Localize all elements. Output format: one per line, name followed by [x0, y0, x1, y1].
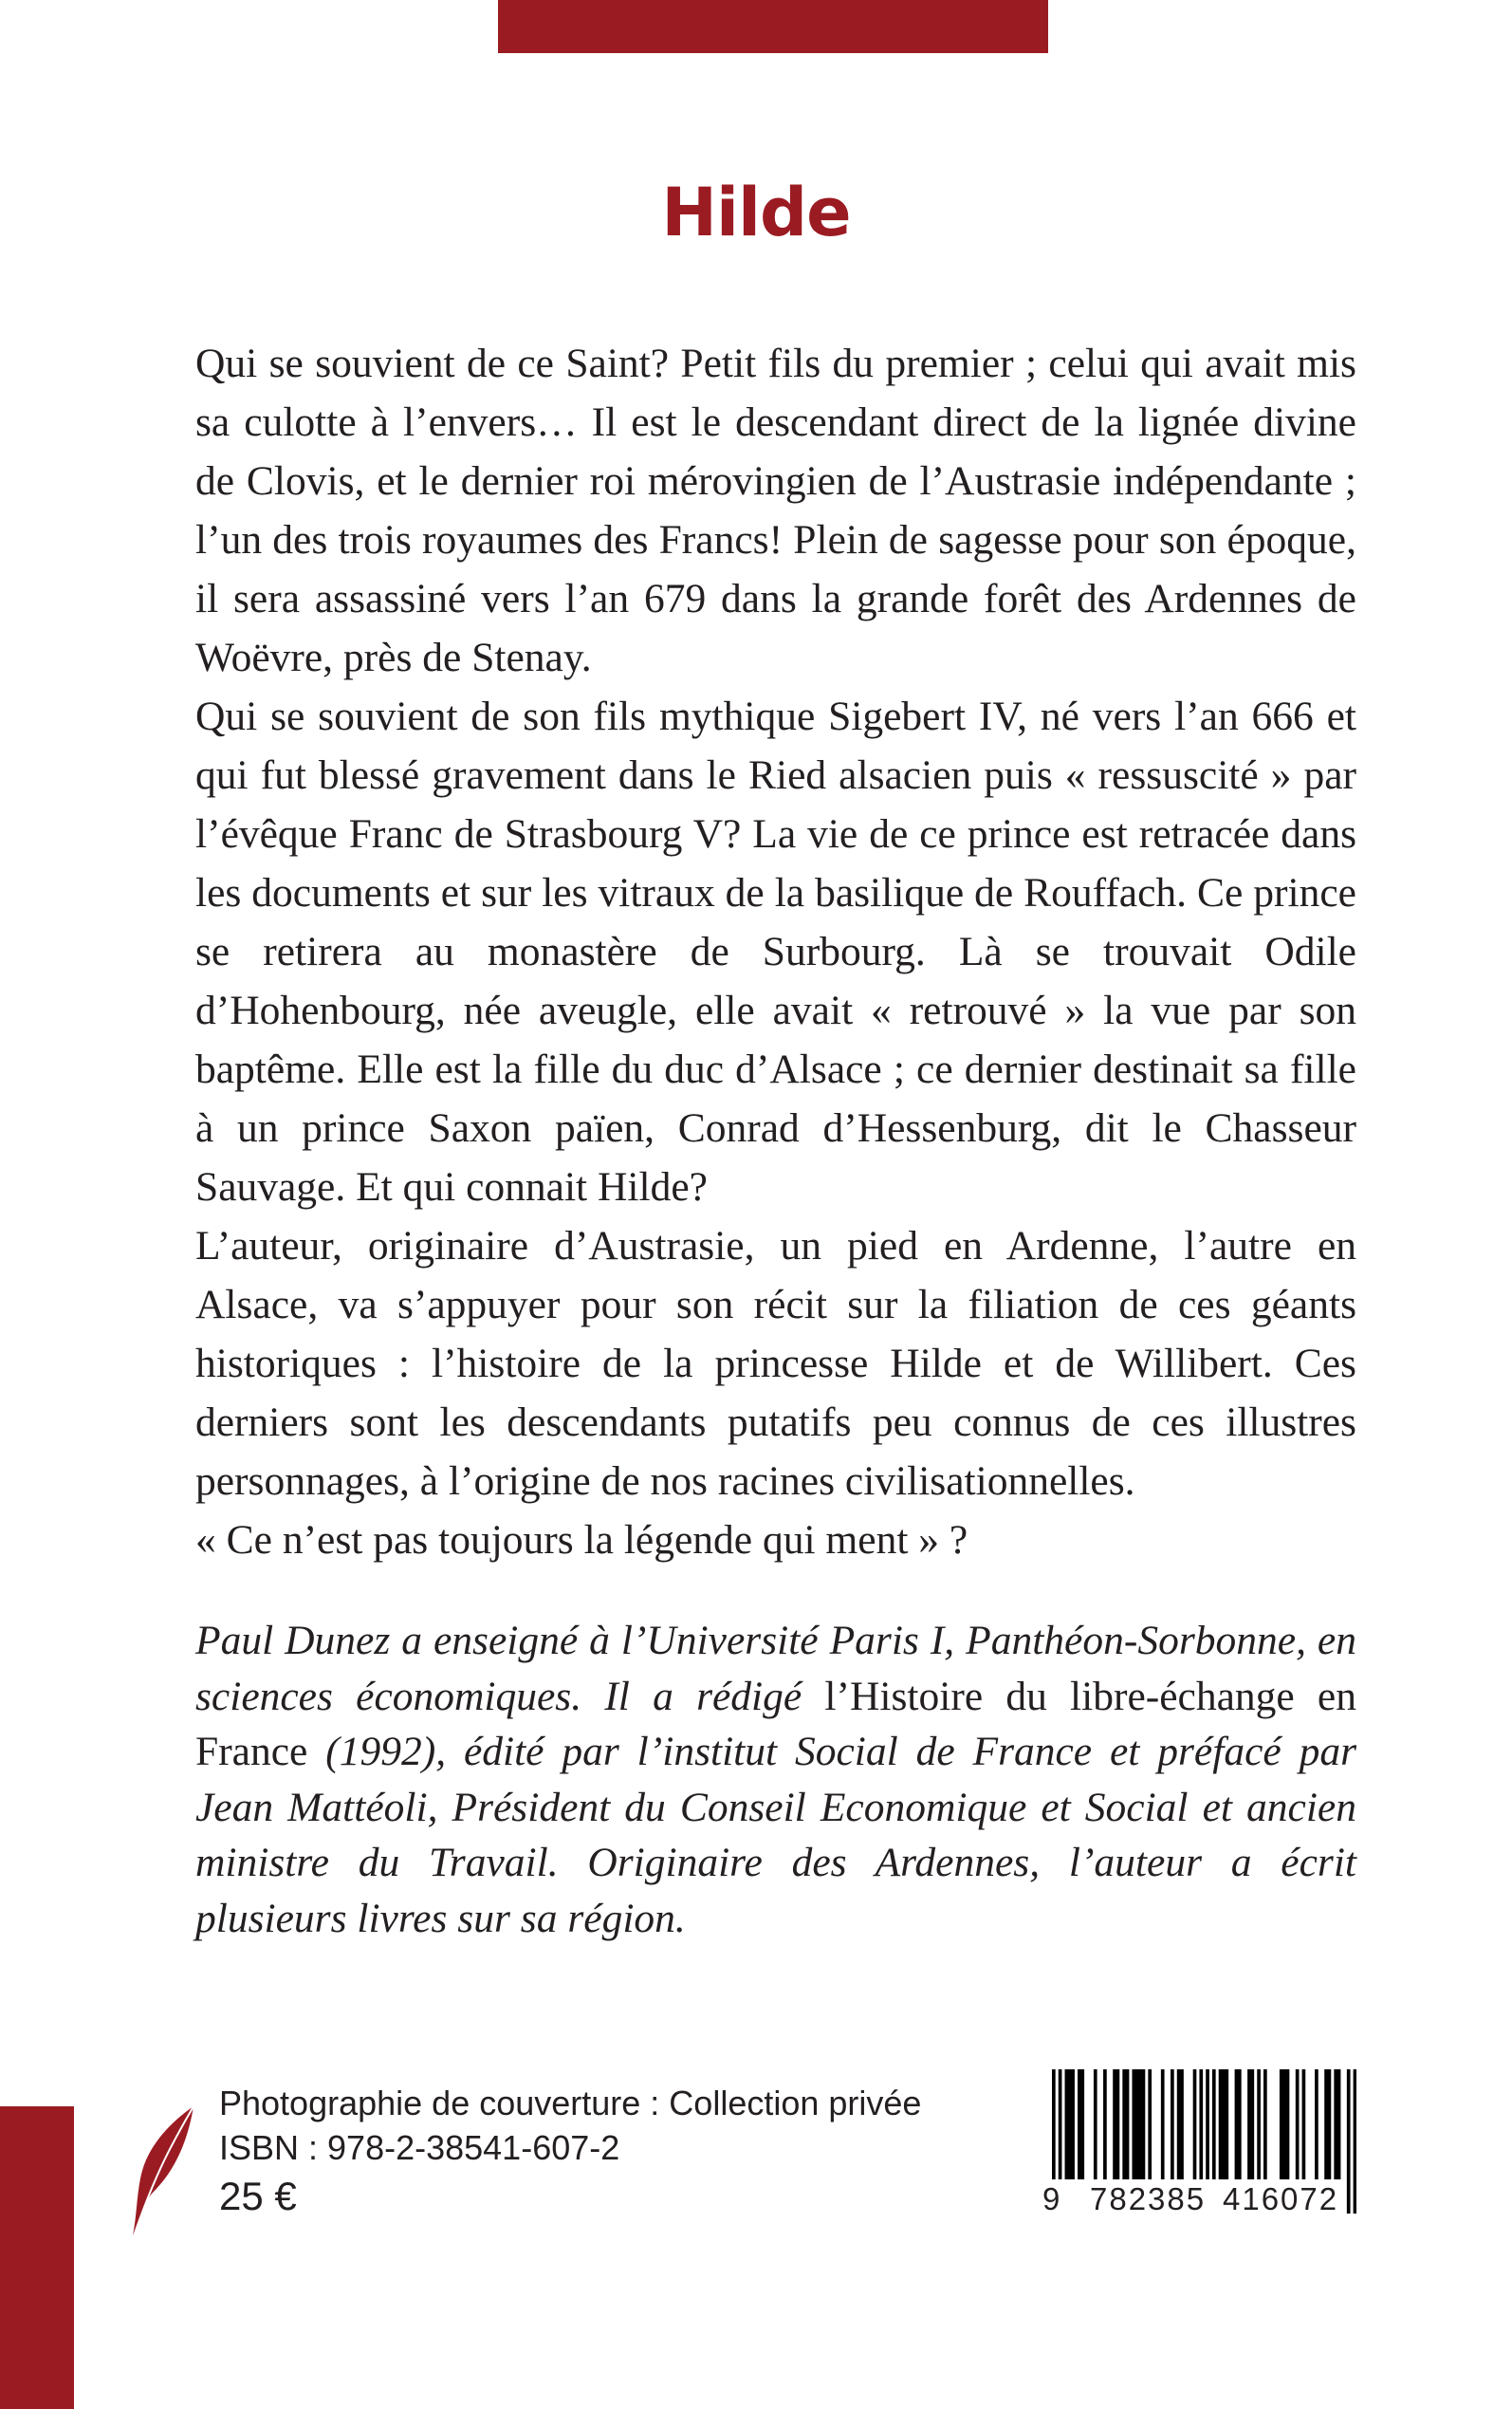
barcode-bar — [1116, 2069, 1120, 2179]
barcode-right-group: 416072 — [1219, 2179, 1342, 2219]
barcode-bar — [1068, 2069, 1072, 2179]
barcode-bar — [1282, 2069, 1286, 2179]
book-title: Hilde — [661, 174, 851, 251]
barcode-bar — [1103, 2069, 1107, 2179]
quill-feather-icon — [131, 2104, 195, 2237]
barcode-bar — [1286, 2069, 1290, 2179]
barcode-bar — [1235, 2069, 1239, 2179]
author-bio — [195, 1613, 1356, 1946]
credits-block — [219, 2081, 978, 2223]
barcode-bar — [1247, 2069, 1251, 2179]
barcode-bar — [1263, 2069, 1267, 2179]
barcode-first-digit: 9 — [1039, 2179, 1063, 2219]
top-accent-bar — [498, 0, 1048, 53]
barcode-bar — [1071, 2069, 1075, 2179]
barcode-bar — [1177, 2069, 1181, 2179]
barcode-bar — [1324, 2069, 1328, 2179]
summary-paragraph-4: « Ce n’est pas toujours la légende qui ment » ? — [195, 1517, 968, 1563]
barcode-bar — [1094, 2069, 1097, 2179]
barcode-bar — [1296, 2069, 1300, 2179]
barcode-bar — [1225, 2069, 1228, 2179]
barcode-bar — [1193, 2069, 1197, 2179]
barcode-left-group: 782385 — [1086, 2179, 1209, 2219]
author-bio-part-1: Paul Dunez a enseigné à l’Université Paris I, Panthéon-Sorbonne, en sciences économiques. Il a rédigé — [195, 1618, 1356, 1719]
barcode-bar — [1080, 2069, 1084, 2179]
summary-paragraph-2: Qui se souvient de son fils mythique Sigebert IV, né vers l’an 666 et qui fut blessé gravement dans le Ried alsacien puis « ressuscité » par l’évêque Franc de Strasbourg V? La vie de ce prince est retracée dans les documents et sur les vitraux de la basilique de Rouffach. Ce prince se retirera au monastère de Surbourg. Là se trouvait Odile d’Hohenbourg, née aveugle, elle avait « retrouvé » la vue par son baptême. Elle est la fille du duc d’Alsace ; ce dernier destinait sa fille à un prince Saxon païen, Conrad d’Hessenburg, dit le Chasseur Sauvage. Et qui connait Hilde? — [195, 694, 1356, 1210]
author-bio-part-2: (1992), édité par l’institut Social de France et préfacé par Jean Mattéoli, Président du Conseil Economique et Social et ancien ministre du Travail. Originaire des Ardennes, l’auteur a écrit plusieurs livres sur sa région. — [195, 1729, 1356, 1941]
barcode-bar — [1065, 2069, 1069, 2179]
barcode-bar — [1280, 2069, 1283, 2179]
barcode-bar — [1250, 2069, 1254, 2179]
barcode-bar — [1142, 2069, 1146, 2179]
barcode-bar — [1113, 2069, 1116, 2179]
barcode-bar — [1219, 2069, 1223, 2179]
barcode-bar — [1212, 2069, 1216, 2179]
barcode-bar — [1238, 2069, 1242, 2179]
isbn: ISBN : 978-2-38541-607-2 — [219, 2128, 620, 2167]
barcode-bar — [1135, 2069, 1139, 2179]
barcode-bar — [1078, 2069, 1081, 2179]
bottom-left-accent-bar — [0, 2106, 74, 2409]
cover-photo-credit: Photographie de couverture : Collection privée — [219, 2084, 922, 2122]
summary-paragraph-3: L’auteur, originaire d’Austrasie, un pied en Ardenne, l’autre en Alsace, va s’appuyer pour son récit sur la filiation de ces géants historiques : l’histoire de la princesse Hilde et de Willibert. Ces derniers sont les descendants putatifs peu connus de ces illustres personnages, à l’origine de nos racines civilisationnelles. — [195, 1223, 1356, 1504]
barcode-digits — [1039, 2179, 1361, 2223]
barcode-bar — [1138, 2069, 1142, 2179]
summary-paragraph-1: Qui se souvient de ce Saint? Petit fils du premier ; celui qui avait mis sa culotte à l’envers… Il est le descendant direct de la lignée divine de Clovis, et le dernier roi mérovingien de l’Austrasie indépendante ; l’un des trois royaumes des Francs! Plein de sagesse pour son époque, il sera assassiné vers l’an 679 dans la grande forêt des Ardennes de Woëvre, près de Stenay. — [195, 341, 1356, 680]
barcode-bar — [1222, 2069, 1226, 2179]
price: 25 € — [219, 2174, 297, 2218]
barcode-bar — [1148, 2069, 1152, 2179]
barcode-bar — [1161, 2069, 1165, 2179]
barcode-bar — [1126, 2069, 1130, 2179]
barcode-bar — [1334, 2069, 1337, 2179]
barcode-bar — [1171, 2069, 1174, 2179]
barcode-bar — [1122, 2069, 1126, 2179]
author-bio-book-title: l’Histoire du libre-échange en France — [195, 1673, 1356, 1774]
barcode-bar — [1132, 2069, 1135, 2179]
barcode-bar — [1337, 2069, 1341, 2179]
barcode-bar — [1180, 2069, 1184, 2179]
barcode-bar — [1315, 2069, 1318, 2179]
barcode-bar — [1257, 2069, 1261, 2179]
barcode-bar — [1328, 2069, 1332, 2179]
barcode-bar — [1302, 2069, 1306, 2179]
back-cover-summary — [195, 334, 1356, 1569]
